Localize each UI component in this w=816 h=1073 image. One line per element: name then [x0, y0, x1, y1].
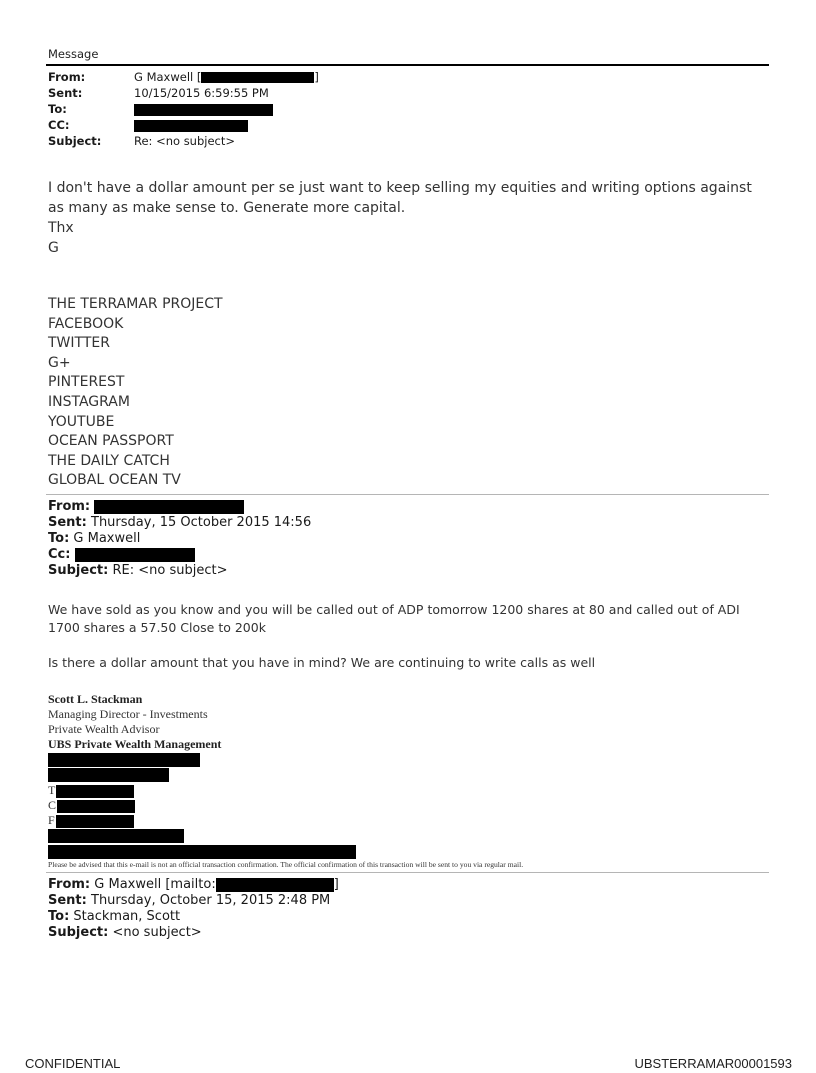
header3-subject-row: [48, 925, 202, 941]
subject-label: Subject:: [48, 563, 109, 578]
subject-value: Re: <no subject>: [134, 134, 236, 148]
footer-confidential: CONFIDENTIAL: [25, 1056, 121, 1071]
signature-title1: Managing Director - Investments: [48, 707, 208, 721]
disclaimer-text: Please be advised that this e-mail is not an official transaction confirmation. The official confirmation of this transaction will be sent to you via regular mail.: [48, 860, 524, 869]
header2-sent-row: [48, 515, 311, 531]
signature-redacted-line: [48, 828, 184, 843]
cc-label: CC:: [48, 118, 70, 132]
header-divider: [46, 64, 769, 66]
from-label: From:: [48, 877, 91, 892]
link-global-ocean-tv[interactable]: GLOBAL OCEAN TV: [48, 472, 181, 489]
sent-value: Thursday, October 15, 2015 2:48 PM: [91, 893, 331, 908]
header2-cc-row: [48, 547, 195, 563]
body-initial: G: [48, 240, 59, 256]
header2-to-row: [48, 531, 140, 547]
link-list: [48, 295, 223, 491]
quote-divider: [46, 494, 769, 495]
redaction-box: [201, 72, 314, 83]
sent-value: Thursday, 15 October 2015 14:56: [91, 515, 312, 530]
link-daily-catch[interactable]: THE DAILY CATCH: [48, 452, 170, 469]
redaction-box: [48, 768, 169, 782]
subject-value: <no subject>: [112, 925, 202, 940]
redaction-box: [56, 815, 134, 828]
sent-label: Sent:: [48, 86, 83, 100]
from-close: ]: [333, 877, 339, 892]
signature-title2: Private Wealth Advisor: [48, 722, 160, 736]
header3-sent-row: [48, 893, 330, 909]
message-body: [48, 178, 768, 258]
signature-phone-c: C: [48, 798, 135, 813]
link-ocean-passport[interactable]: OCEAN PASSPORT: [48, 433, 174, 450]
redaction-box: [57, 800, 135, 813]
header2-from-row: [48, 499, 244, 515]
from-value: G Maxwell [mailto:: [94, 877, 216, 892]
sent-label: Sent:: [48, 515, 87, 530]
redaction-box: [48, 829, 184, 843]
cc-label: Cc:: [48, 547, 71, 562]
to-value: G Maxwell: [73, 531, 141, 546]
sent-value: 10/15/2015 6:59:55 PM: [134, 86, 269, 100]
header2-subject-row: [48, 563, 227, 579]
link-pinterest[interactable]: PINTEREST: [48, 374, 125, 391]
body-paragraph: I don't have a dollar amount per se just want to keep selling my equities and writing options against as many as make sense to. Generate more capital.: [48, 180, 752, 216]
redaction-box: [134, 120, 248, 132]
to-label: To:: [48, 909, 70, 924]
redaction-box: [216, 878, 334, 892]
body-thx: Thx: [48, 220, 74, 236]
subject-label: Subject:: [48, 925, 109, 940]
to-label: To:: [48, 531, 70, 546]
from-close: ]: [314, 70, 319, 84]
message-label: Message: [48, 47, 99, 61]
body2-paragraph1: We have sold as you know and you will be called out of ADP tomorrow 1200 shares at 80 and called out of ADI 1700 shares a 57.50 Close to 200k: [48, 602, 740, 635]
from-label: From:: [48, 499, 91, 514]
link-youtube[interactable]: YOUTUBE: [48, 413, 115, 430]
to-label: To:: [48, 102, 67, 116]
subject-value: RE: <no subject>: [112, 563, 228, 578]
subject-label: Subject:: [48, 134, 102, 148]
link-twitter[interactable]: TWITTER: [48, 335, 110, 352]
signature-name: Scott L. Stackman: [48, 692, 143, 706]
redaction-box: [75, 548, 195, 562]
signature-redacted-line: [48, 844, 356, 859]
header3-to-row: [48, 909, 180, 925]
redaction-box: [48, 753, 200, 767]
signature-redacted-line: [48, 767, 169, 782]
signature-phone-t: T: [48, 783, 134, 798]
from-label: From:: [48, 70, 86, 84]
redaction-box: [134, 104, 273, 116]
redaction-box: [56, 785, 134, 798]
link-terramar-project[interactable]: THE TERRAMAR PROJECT: [48, 296, 223, 312]
sent-label: Sent:: [48, 893, 87, 908]
signature-firm: UBS Private Wealth Management: [48, 737, 222, 751]
header3-from-row: [48, 877, 339, 893]
signature-redacted-line: [48, 752, 200, 767]
redaction-box: [48, 845, 356, 859]
link-gplus[interactable]: G+: [48, 354, 71, 371]
redaction-box: [94, 500, 244, 514]
link-instagram[interactable]: INSTAGRAM: [48, 393, 130, 410]
link-facebook[interactable]: FACEBOOK: [48, 315, 124, 332]
quote-divider: [46, 872, 769, 873]
footer-bates-number: UBSTERRAMAR00001593: [634, 1056, 792, 1071]
from-value: G Maxwell [: [134, 70, 202, 84]
signature-phone-f: F: [48, 813, 134, 828]
body2-paragraph2: Is there a dollar amount that you have in mind? We are continuing to write calls as well: [48, 655, 596, 670]
to-value: Stackman, Scott: [73, 909, 181, 924]
